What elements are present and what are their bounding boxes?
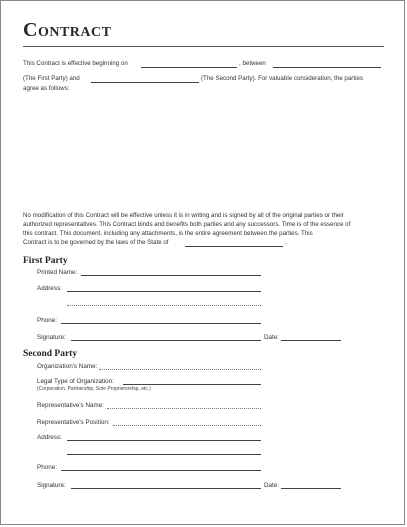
second-party-heading: Second Party (23, 349, 78, 359)
second-party-phone-field[interactable] (61, 470, 261, 471)
first-party-address-line2[interactable] (67, 305, 261, 306)
closing-line2: authorized representatives. This Contract binds and benefits both parties and any successors. Time is of the essence of (23, 221, 351, 228)
first-party-address-line1[interactable] (67, 291, 261, 292)
first-party-phone-label: Phone: (37, 317, 57, 324)
second-party-org-name-field[interactable] (99, 369, 261, 370)
first-party-date-label: Date: (264, 334, 280, 341)
effective-date-field[interactable] (141, 67, 237, 68)
terms-text-area[interactable] (23, 97, 383, 207)
second-party-date-label: Date: (264, 482, 280, 489)
second-party-rep-name-label: Representative's Name: (37, 402, 104, 409)
first-party-name-field[interactable] (273, 67, 381, 68)
governing-state-field[interactable] (185, 246, 283, 247)
first-party-printed-name-label: Printed Name: (37, 269, 78, 276)
second-party-phone-label: Phone: (37, 464, 57, 471)
closing-line4-end: . (285, 239, 287, 246)
second-party-legal-type-field[interactable] (123, 384, 261, 385)
intro-line2-start: (The First Party) and (23, 75, 80, 82)
closing-line4-start: Contract is to be governed by the laws of the State of (23, 239, 169, 246)
second-party-signature-field[interactable] (71, 488, 261, 489)
first-party-printed-name-field[interactable] (81, 275, 261, 276)
first-party-address-label: Address: (37, 285, 62, 292)
first-party-signature-field[interactable] (71, 340, 261, 341)
intro-line1-start: This Contract is effective beginning on (23, 60, 128, 67)
second-party-signature-label: Signature: (37, 482, 66, 489)
title-divider (23, 46, 384, 47)
first-party-heading: First Party (23, 256, 68, 266)
second-party-legal-type-note: (Corporation, Partnership, Sole Proprietorship, etc.) (37, 386, 151, 392)
second-party-date-field[interactable] (281, 488, 341, 489)
second-party-address-line1[interactable] (67, 440, 261, 441)
page-title: Contract (23, 19, 112, 41)
closing-line3: this contract. This document, including any attachments, is the entire agreement between the parties. This (23, 230, 313, 237)
second-party-rep-name-field[interactable] (107, 408, 261, 409)
second-party-legal-type-label: Legal Type of Organization: (37, 378, 114, 385)
second-party-org-name-label: Organization's Name: (37, 363, 98, 370)
second-party-address-label: Address: (37, 434, 62, 441)
second-party-rep-position-field[interactable] (113, 425, 261, 426)
intro-line2-end: (The Second Party). For valuable consideration, the parties (201, 75, 363, 82)
second-party-rep-position-label: Representative's Position: (37, 419, 110, 426)
intro-line1-end: , between (239, 60, 266, 67)
first-party-date-field[interactable] (281, 340, 341, 341)
second-party-address-line2[interactable] (67, 454, 261, 455)
second-party-name-field[interactable] (91, 82, 199, 83)
closing-line1: No modification of this Contract will be effective unless it is in writing and is signed by all of the original parties or their (23, 212, 344, 219)
first-party-phone-field[interactable] (61, 323, 261, 324)
first-party-signature-label: Signature: (37, 334, 66, 341)
intro-line3: agree as follows: (23, 85, 70, 92)
